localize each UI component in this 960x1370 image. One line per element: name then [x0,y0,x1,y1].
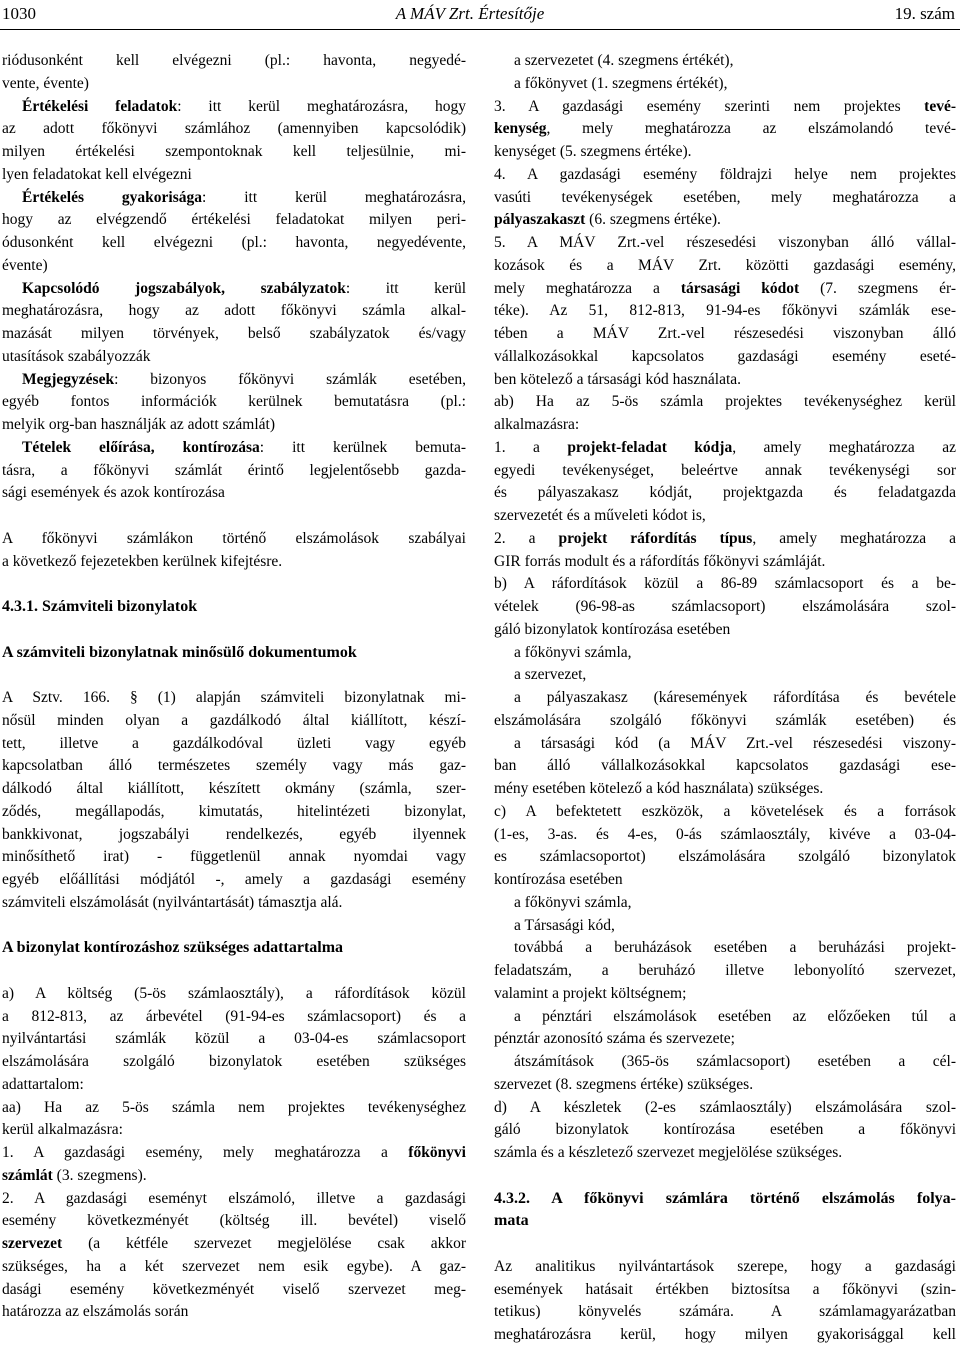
text-line: mely meghatározza a társasági kódot (7. szegmens ér- [494,279,956,297]
text-line: a társasági kód (a MÁV Zrt.-vel részesedési viszony- [514,734,956,752]
text-line: kozások és a MÁV Zrt. közötti gazdasági esemény, [494,256,956,274]
subsection-heading: A számviteli bizonylatnak minősülő dokumentumok [2,643,357,661]
text-line: d) A készletek (2-es számlaosztály) elszámolására szol- [494,1098,956,1116]
text-line: melyik org-ban használják az adott számlát) [2,416,276,433]
text-line: kontírozása esetében [494,871,623,888]
text-line: a pénztári elszámolások esetében az előzőeken túl a [514,1007,956,1025]
text-line: meghatározásra, hogy az adott főkönyvi számla alkal- [2,302,466,320]
text-line: egyéb előállítási módjától -, amely a gazdasági esemény [2,871,466,888]
term: társasági kódot [680,279,800,297]
text-line: tében a MÁV Zrt.-vel részesedési viszonyban álló [494,325,956,342]
text-line: az adott főkönyvi számlához (amennyiben kapcsolódik) [2,120,466,138]
text-line: számviteli elszámolását (nyilvántartását) támasztja alá. [2,893,343,911]
text-line: dasági esemény következményét viselő szervezet meg- [2,1280,466,1298]
text-line: pénztár azonosító száma és szervezete; [494,1030,735,1048]
text-line: 3. A gazdasági esemény szerinti nem projektes tevé- [494,97,956,115]
text-line: gáló bizonylatok kontírozása esetében a főkönyvi [494,1121,956,1139]
text-line: ben kötelező a társasági kód használata. [494,370,742,388]
text-line: továbbá a beruházások esetében a beruházási projekt- [514,939,956,957]
text-line: évente) [2,256,48,274]
text-line: es számlacsoportot) elszámolására szolgáló bizonylatok [494,848,956,866]
text-line: nyilvántartási számlák közül a 03-04-es számlacsoport [2,1030,466,1048]
text-line: a pályaszakasz (káresemények ráfordítása és bevétele [514,689,956,706]
right-column [494,50,956,1347]
term: Tételek előírása, kontírozása [22,438,260,456]
text-line: ab) Ha az 5-ös számla projektes tevékenységhez kerül [494,393,956,411]
text-line: átszámítások (365-ös számlacsoport) esetében a cél- [514,1053,956,1070]
text-line: egyedi tevékenységet, beleértve annak tevékenységi sor [494,461,956,479]
text-line: vasúti tevékenységek esetében, mely meghatározza a [494,188,956,206]
page-number: 1030 [2,4,36,23]
text-line: feladatszám, a beruházó illetve lebonyolító szervezet, [494,962,956,979]
text-line: ban álló vállalkozásokkal kapcsolatos gazdasági ese- [494,757,956,775]
text-line: GIR forrás modult és a ráfordítás főkönyvi számláját. [494,552,826,570]
text-line: esemény következményét (költség ill. bevétel) viselő [2,1212,466,1230]
text-line: aa) Ha az 5-ös számla nem projektes tevékenységhez [2,1098,466,1116]
text-line: ződés, megállapodás, kimutatás, hitelintézeti bizonylat, [2,802,466,820]
text-line: bankkivonat, jogszabályi rendelkezés, egyéb ilyennek [2,825,466,843]
term: projekt-feladat kódja [567,438,733,456]
text-line: a főkönyvi számla, [514,643,632,661]
text-line: és pályaszakasz kódját, projektgazda és feladatgazda [494,484,956,502]
section-heading: 4.3.2. A főkönyvi számlára történő elszámolás folya- [494,1189,956,1207]
term: tevé- [924,97,956,115]
text-line: kapcsolatban álló természetes személy vagy más gaz- [2,757,466,775]
text-line: milyen értékelési szempontoknak kell teljesülnie, mi- [2,143,466,160]
text-line: minősíthető irat) - függetlenül annak nyomdai vagy [2,848,466,866]
text-line: 5. A MÁV Zrt.-vel részesedési viszonyban álló vállal- [494,234,956,251]
text-line: utasítások szabályozzák [2,347,151,365]
text-line: meghatározásra kerül, hogy milyen gyakorisággal kell [494,1326,956,1343]
text-line: számla és a készletező szervezet megjelölése szükséges. [494,1144,843,1161]
term: kenység [494,120,547,138]
text-line: vállalkozásokkal kapcsolatos gazdasági esemény eseté- [494,347,956,365]
text-line: Az analitikus nyilvántartások szerepe, hogy a gazdasági [494,1257,956,1275]
text-line: kenységet (5. szegmens értéke). [494,143,692,160]
text-line: Megjegyzések: bizonyos főkönyvi számlák esetében, [22,370,466,388]
text-line: ódusonként kell elvégezni (pl.: havonta, negyedévente, [2,234,466,251]
text-line: vételek (96-98-as számlacsoport) elszámolására szol- [494,598,956,615]
text-line: tetikus) könyvelés számára. A számlamagyarázatban [494,1303,956,1321]
term: számlát [2,1166,53,1184]
text-line: a) A költség (5-ös számlaosztály), a ráfordítások közül [2,984,466,1002]
text-line: 1. a projekt-feladat kódja, amely meghatározza az [494,438,956,456]
text-line: b) A ráfordítások közül a 86-89 számlacsoport és a be- [494,575,956,593]
text-line: c) A befektetett eszközök, a követelések és a források [494,802,956,820]
text-line: egyéb fontos információk kerülnek bemutatásra (pl.: [2,393,466,411]
text-line: 4. A gazdasági esemény földrajzi helye nem projektes [494,165,956,183]
text-line: események hatásait értékben biztosítsa a főkönyvi (szin- [494,1280,956,1298]
section-heading: 4.3.1. Számviteli bizonylatok [2,598,198,615]
text-line: a szervezetet (4. szegmens értékét), [514,52,734,69]
text-line: téke). Az 51, 812-813, 91-94-es főkönyvi számlák ese- [494,302,956,320]
term: főkönyvi [408,1144,466,1161]
text-line: (1-es, 3-as. és 4-es, 0-ás számlaosztály, kivéve a 03-04- [494,825,956,843]
issue-number: 19. szám [894,4,955,23]
header-rule [0,29,960,30]
page-header [0,0,960,30]
text-line: kenység, mely meghatározza az elszámolandó tevé- [494,120,956,138]
text-line: 2. A gazdasági eseményt elszámoló, illetve a gazdasági [2,1189,466,1207]
term: Értékelési feladatok [22,97,178,115]
text-line: hogy az elvégzendő értékelési feladatokat milyen peri- [2,211,466,229]
term: Értékelés gyakorisága [22,188,202,206]
left-column [2,50,466,1324]
text-line: szervezetét és a műveleti kódot is, [494,507,706,524]
text-line: a következő fejezetekben kerülnek kifejtésre. [2,552,283,570]
text-line: adattartalom: [2,1075,84,1093]
text-line: vente, évente) [2,74,89,92]
publication-title: A MÁV Zrt. Értesítője [395,4,545,23]
text-line: Kapcsolódó jogszabályok, szabályzatok: itt kerül [22,279,466,297]
text-line: Értékelés gyakorisága: itt kerül meghatározásra, [22,188,466,206]
text-line: a 812-813, az árbevétel (91-94-es számlacsoport) és a [2,1007,466,1025]
text-line: 1. A gazdasági esemény, mely meghatározza a főkönyvi [2,1144,466,1161]
text-line: a Társasági kód, [514,916,615,934]
text-line: mazását milyen törvények, belső szabályzatok és/vagy [2,325,466,342]
text-line: Tételek előírása, kontírozása: itt kerülnek bemuta- [22,438,466,456]
text-line: tásra, a főkönyvi számlát érintő legjelentősebb gazda- [2,461,466,479]
text-line: határozza az elszámolás során [2,1303,189,1321]
text-line: kerül alkalmazásra: [2,1121,123,1139]
text-line: pályaszakaszt (6. szegmens értéke). [494,211,721,229]
text-line: elszámolására szolgáló bizonylatok esetében szükséges [2,1053,466,1070]
text-line: szervezet (8. szegmens értéke) szükséges. [494,1075,754,1093]
text-line: dálkodó által kiállított, készített okmány (számla, szer- [2,780,466,797]
text-line: lyen feladatokat kell elvégezni [2,165,192,183]
text-line: nősül minden olyan a gazdálkodó által kiállított, készí- [2,711,466,729]
term: Kapcsolódó jogszabályok, szabályzatok [22,279,346,297]
text-line: a főkönyvi számla, [514,893,632,911]
text-line: A főkönyvi számlákon történő elszámolások szabályai [2,529,466,547]
text-line: Értékelési feladatok: itt kerül meghatározásra, hogy [22,97,466,115]
text-line: elszámolására szolgáló főkönyvi számlák esetében) és [494,711,956,729]
text-line: valamint a projekt költségnem; [494,984,687,1002]
text-line: sági események és azok kontírozása [2,484,225,502]
subsection-heading: A bizonylat kontírozáshoz szükséges adattartalma [2,939,344,957]
text-line: gáló bizonylatok kontírozása esetében [494,620,731,638]
text-line: szükséges, ha a két szervezet nem esik egybe). A gaz- [2,1257,466,1275]
term: pályaszakaszt [494,211,586,229]
term: Megjegyzések [22,370,115,388]
text-line: A Sztv. 166. § (1) alapján számviteli bizonylatnak mi- [2,689,466,706]
section-heading-continued: mata [494,1212,529,1230]
text-line: tett, illetve a gazdálkodóval üzleti vagy egyéb [2,734,466,752]
text-line: riódusonként kell elvégezni (pl.: havonta, negyedé- [2,52,466,69]
text-line: számlát (3. szegmens). [2,1166,147,1184]
text-line: a főkönyvet (1. szegmens értékét), [514,74,728,92]
text-line: 2. a projekt ráfordítás típus, amely meghatározza a [494,529,956,547]
text-line: alkalmazásra: [494,416,580,433]
text-line: mény esetében kötelező a kód használata) szükséges. [494,780,824,797]
term: projekt ráfordítás típus [558,529,753,547]
text-line: a szervezet, [514,666,587,684]
term: szervezet [2,1235,63,1252]
text-line: szervezet (a kétféle szervezet megjelölése csak akkor [2,1235,466,1252]
